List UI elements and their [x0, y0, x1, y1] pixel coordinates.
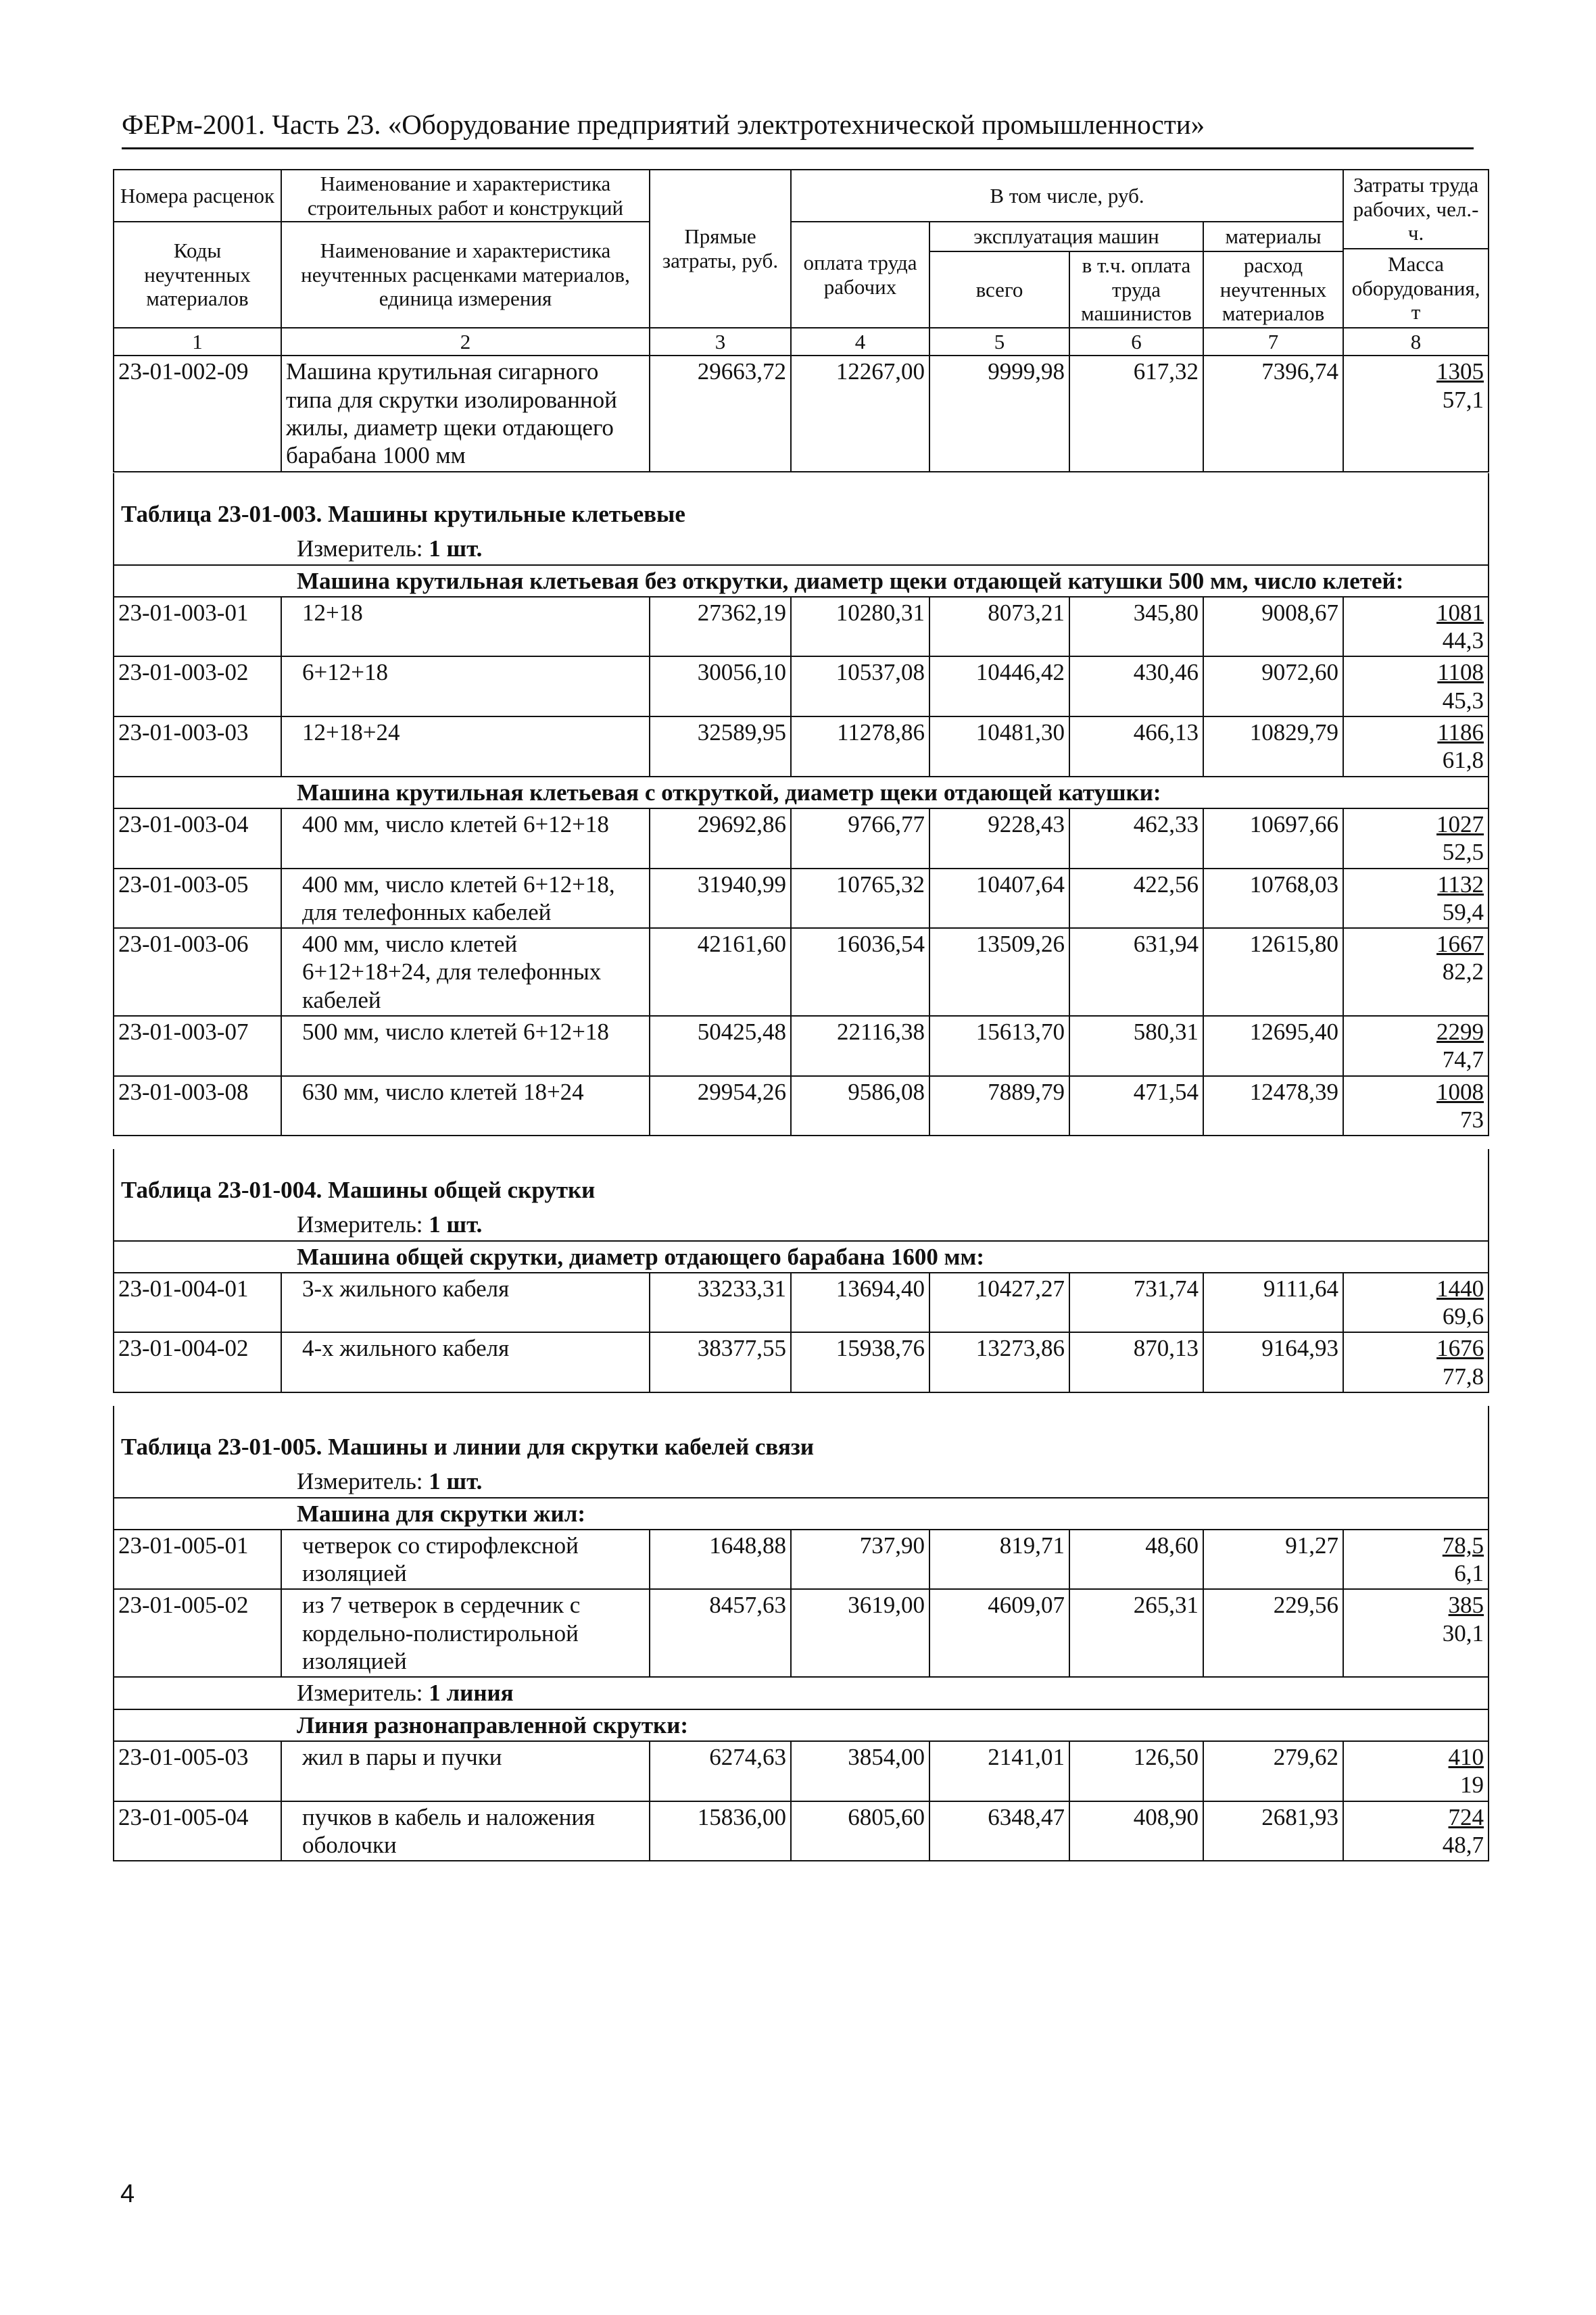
col-material-names: Наименование и характеристика неучтенных расценками материалов, единица измерения	[281, 222, 650, 328]
table-row	[114, 1530, 1489, 1590]
table-row	[114, 1016, 1489, 1076]
page-number: 4	[120, 2180, 135, 2208]
materials: 9008,67	[1203, 597, 1343, 657]
group-title: Машина крутильная клетьевая с откруткой, диаметр щеки отдающей катушки:	[114, 777, 1489, 808]
direct-costs: 15836,00	[650, 1801, 791, 1861]
rate-code: 23-01-005-01	[114, 1530, 281, 1590]
machines-total: 4609,07	[929, 1589, 1069, 1677]
col-operators-pay: в т.ч. оплата труда машинистов	[1069, 251, 1203, 328]
labor-pay: 9586,08	[791, 1076, 929, 1136]
labor-pay: 10537,08	[791, 656, 929, 716]
equipment-mass: 82,2	[1442, 958, 1484, 985]
rate-code: 23-01-003-06	[114, 928, 281, 1016]
labor-hours: 724	[1448, 1803, 1484, 1830]
table-row	[114, 716, 1489, 777]
labor-pay: 3854,00	[791, 1741, 929, 1801]
equipment-mass: 44,3	[1442, 627, 1484, 654]
labor-pay: 13694,40	[791, 1273, 929, 1333]
labor-hours: 1440	[1436, 1275, 1484, 1302]
labor-pay: 10280,31	[791, 597, 929, 657]
table-row	[114, 1801, 1489, 1861]
table-row	[114, 808, 1489, 869]
equipment-mass: 57,1	[1442, 386, 1484, 413]
operators-pay: 617,32	[1069, 356, 1203, 471]
direct-costs: 29692,86	[650, 808, 791, 869]
labor-hours: 410	[1448, 1743, 1484, 1770]
col-machines-total: всего	[929, 251, 1069, 328]
table-row	[114, 1076, 1489, 1136]
unit-value: 1 линия	[429, 1680, 514, 1707]
operators-pay: 345,80	[1069, 597, 1203, 657]
table-row	[114, 597, 1489, 657]
col-materials: материалы	[1203, 222, 1343, 251]
col-number: 3	[650, 328, 791, 356]
rate-name: 4-х жильного кабеля	[281, 1332, 650, 1392]
group-title: Машина крутильная клетьевая без открутки, диаметр щеки отдающей катушки 500 мм, число клетей:	[114, 565, 1489, 597]
operators-pay: 631,94	[1069, 928, 1203, 1016]
direct-costs: 38377,55	[650, 1332, 791, 1392]
col-number: 4	[791, 328, 929, 356]
equipment-mass: 74,7	[1442, 1046, 1484, 1073]
labor-hours: 1667	[1436, 931, 1484, 958]
labor-pay: 737,90	[791, 1530, 929, 1590]
col-number: 6	[1069, 328, 1203, 356]
equipment-mass: 30,1	[1442, 1619, 1484, 1647]
rate-name: 400 мм, число клетей 6+12+18	[281, 808, 650, 869]
operators-pay: 48,60	[1069, 1530, 1203, 1590]
rate-code: 23-01-004-02	[114, 1332, 281, 1392]
labor-pay: 12267,00	[791, 356, 929, 471]
rate-code: 23-01-002-09	[114, 356, 281, 471]
labor-pay: 15938,76	[791, 1332, 929, 1392]
labor-hours: 385	[1448, 1592, 1484, 1619]
materials: 12478,39	[1203, 1076, 1343, 1136]
rate-name: из 7 четверок в сердечник с кордельно-полистирольной изоляцией	[281, 1589, 650, 1677]
table-23-01-005	[113, 1406, 1489, 1861]
operators-pay: 408,90	[1069, 1801, 1203, 1861]
operators-pay: 265,31	[1069, 1589, 1203, 1677]
machines-total: 10407,64	[929, 869, 1069, 929]
labor-hours: 1132	[1437, 871, 1484, 898]
labor-hours: 1008	[1436, 1078, 1484, 1105]
rates-table-header	[113, 169, 1489, 472]
rate-name: 630 мм, число клетей 18+24	[281, 1076, 650, 1136]
col-unaccounted-materials: расход неучтенных материалов	[1203, 251, 1343, 328]
materials: 12695,40	[1203, 1016, 1343, 1076]
table-row	[114, 1332, 1489, 1392]
section-title: Таблица 23-01-003. Машины крутильные клетьевые	[114, 473, 1489, 533]
rate-name: 500 мм, число клетей 6+12+18	[281, 1016, 650, 1076]
unit-value: 1 шт.	[429, 535, 483, 562]
equipment-mass: 59,4	[1442, 898, 1484, 925]
labor-pay: 6805,60	[791, 1801, 929, 1861]
col-labor-hours: Затраты труда рабочих, чел.-ч.	[1344, 170, 1488, 249]
materials: 10768,03	[1203, 869, 1343, 929]
materials: 9072,60	[1203, 656, 1343, 716]
labor-pay: 11278,86	[791, 716, 929, 777]
labor-hours: 1081	[1436, 599, 1484, 626]
col-number: 8	[1343, 328, 1489, 356]
direct-costs: 6274,63	[650, 1741, 791, 1801]
rate-code: 23-01-003-02	[114, 656, 281, 716]
table-row	[114, 356, 1489, 471]
labor-pay: 3619,00	[791, 1589, 929, 1677]
col-work-name: Наименование и характеристика строительных работ и конструкций	[281, 170, 650, 222]
operators-pay: 126,50	[1069, 1741, 1203, 1801]
col-direct-costs: Прямые затраты, руб.	[650, 170, 791, 328]
equipment-mass: 48,7	[1442, 1831, 1484, 1858]
direct-costs: 30056,10	[650, 656, 791, 716]
col-machine-operation: эксплуатация машин	[929, 222, 1203, 251]
section-title: Таблица 23-01-004. Машины общей скрутки	[114, 1149, 1489, 1209]
direct-costs: 29954,26	[650, 1076, 791, 1136]
table-row	[114, 656, 1489, 716]
col-material-codes: Коды неучтенных материалов	[114, 222, 281, 328]
group-title: Машина для скрутки жил:	[114, 1498, 1489, 1530]
rate-name: пучков в кабель и наложения оболочки	[281, 1801, 650, 1861]
table-23-01-003	[113, 473, 1489, 1136]
labor-pay: 22116,38	[791, 1016, 929, 1076]
col-labor-pay: оплата труда рабочих	[791, 222, 929, 328]
unit-label: Измеритель:	[297, 1680, 423, 1707]
rate-code: 23-01-005-02	[114, 1589, 281, 1677]
col-number: 2	[281, 328, 650, 356]
materials: 10829,79	[1203, 716, 1343, 777]
materials: 7396,74	[1203, 356, 1343, 471]
direct-costs: 8457,63	[650, 1589, 791, 1677]
rate-code: 23-01-003-05	[114, 869, 281, 929]
equipment-mass: 6,1	[1454, 1560, 1484, 1587]
machines-total: 15613,70	[929, 1016, 1069, 1076]
direct-costs: 1648,88	[650, 1530, 791, 1590]
equipment-mass: 73	[1460, 1106, 1484, 1133]
machines-total: 10446,42	[929, 656, 1069, 716]
rate-name: 400 мм, число клетей 6+12+18+24, для телефонных кабелей	[281, 928, 650, 1016]
rate-name: 12+18+24	[281, 716, 650, 777]
rate-name: жил в пары и пучки	[281, 1741, 650, 1801]
machines-total: 13509,26	[929, 928, 1069, 1016]
rate-name: 400 мм, число клетей 6+12+18, для телефонных кабелей	[281, 869, 650, 929]
equipment-mass: 52,5	[1442, 839, 1484, 866]
rate-code: 23-01-004-01	[114, 1273, 281, 1333]
labor-pay: 16036,54	[791, 928, 929, 1016]
machines-total: 8073,21	[929, 597, 1069, 657]
col-mass: Масса оборудования, т	[1351, 251, 1480, 324]
rate-code: 23-01-005-03	[114, 1741, 281, 1801]
section-title: Таблица 23-01-005. Машины и линии для скрутки кабелей связи	[114, 1406, 1489, 1466]
equipment-mass: 19	[1460, 1772, 1484, 1799]
labor-hours: 1186	[1437, 719, 1484, 746]
equipment-mass: 61,8	[1442, 747, 1484, 774]
labor-hours: 78,5	[1442, 1532, 1484, 1559]
table-23-01-004	[113, 1149, 1489, 1393]
table-row	[114, 1273, 1489, 1333]
labor-hours: 1027	[1436, 810, 1484, 837]
table-row	[114, 1741, 1489, 1801]
materials: 9164,93	[1203, 1332, 1343, 1392]
machines-total: 9999,98	[929, 356, 1069, 471]
equipment-mass: 45,3	[1442, 687, 1484, 714]
labor-hours: 1676	[1436, 1335, 1484, 1362]
col-number: 7	[1203, 328, 1343, 356]
unit-label: Измеритель:	[297, 1468, 423, 1495]
labor-hours: 1108	[1437, 659, 1484, 686]
rate-code: 23-01-003-04	[114, 808, 281, 869]
machines-total: 10427,27	[929, 1273, 1069, 1333]
direct-costs: 42161,60	[650, 928, 791, 1016]
rate-name: 6+12+18	[281, 656, 650, 716]
operators-pay: 466,13	[1069, 716, 1203, 777]
direct-costs: 50425,48	[650, 1016, 791, 1076]
rate-name: Машина крутильная сигарного типа для скрутки изолированной жилы, диаметр щеки отдающего барабана 1000 мм	[281, 356, 650, 471]
labor-hours: 2299	[1436, 1019, 1484, 1046]
operators-pay: 580,31	[1069, 1016, 1203, 1076]
operators-pay: 471,54	[1069, 1076, 1203, 1136]
table-row	[114, 928, 1489, 1016]
rate-code: 23-01-003-01	[114, 597, 281, 657]
direct-costs: 27362,19	[650, 597, 791, 657]
rate-name: 12+18	[281, 597, 650, 657]
rate-name: 3-х жильного кабеля	[281, 1273, 650, 1333]
unit-label: Измеритель:	[297, 1211, 423, 1238]
machines-total: 819,71	[929, 1530, 1069, 1590]
materials: 229,56	[1203, 1589, 1343, 1677]
table-row	[114, 1589, 1489, 1677]
col-rate-number: Номера расценок	[114, 170, 281, 222]
machines-total: 13273,86	[929, 1332, 1069, 1392]
materials: 9111,64	[1203, 1273, 1343, 1333]
direct-costs: 32589,95	[650, 716, 791, 777]
rate-name: четверок со стирофлексной изоляцией	[281, 1530, 650, 1590]
direct-costs: 33233,31	[650, 1273, 791, 1333]
materials: 279,62	[1203, 1741, 1343, 1801]
materials: 2681,93	[1203, 1801, 1343, 1861]
labor-pay: 9766,77	[791, 808, 929, 869]
col-number: 5	[929, 328, 1069, 356]
machines-total: 6348,47	[929, 1801, 1069, 1861]
rate-code: 23-01-003-08	[114, 1076, 281, 1136]
col-including: В том числе, руб.	[791, 170, 1343, 222]
machines-total: 9228,43	[929, 808, 1069, 869]
unit-value: 1 шт.	[429, 1211, 483, 1238]
labor-hours: 1305	[1436, 358, 1484, 385]
operators-pay: 870,13	[1069, 1332, 1203, 1392]
rate-code: 23-01-003-07	[114, 1016, 281, 1076]
materials: 10697,66	[1203, 808, 1343, 869]
group-title: Машина общей скрутки, диаметр отдающего барабана 1600 мм:	[114, 1241, 1489, 1273]
col-number: 1	[114, 328, 281, 356]
page-header: ФЕРм-2001. Часть 23. «Оборудование предприятий электротехнической промышленности»	[122, 108, 1474, 149]
group-title: Линия разнонаправленной скрутки:	[114, 1709, 1489, 1741]
table-row	[114, 869, 1489, 929]
machines-total: 2141,01	[929, 1741, 1069, 1801]
labor-pay: 10765,32	[791, 869, 929, 929]
operators-pay: 422,56	[1069, 869, 1203, 929]
operators-pay: 731,74	[1069, 1273, 1203, 1333]
rate-code: 23-01-003-03	[114, 716, 281, 777]
machines-total: 7889,79	[929, 1076, 1069, 1136]
unit-value: 1 шт.	[429, 1468, 483, 1495]
direct-costs: 31940,99	[650, 869, 791, 929]
materials: 91,27	[1203, 1530, 1343, 1590]
direct-costs: 29663,72	[650, 356, 791, 471]
equipment-mass: 69,6	[1442, 1303, 1484, 1330]
operators-pay: 462,33	[1069, 808, 1203, 869]
operators-pay: 430,46	[1069, 656, 1203, 716]
machines-total: 10481,30	[929, 716, 1069, 777]
rate-code: 23-01-005-04	[114, 1801, 281, 1861]
materials: 12615,80	[1203, 928, 1343, 1016]
unit-label: Измеритель:	[297, 535, 423, 562]
equipment-mass: 77,8	[1442, 1363, 1484, 1390]
